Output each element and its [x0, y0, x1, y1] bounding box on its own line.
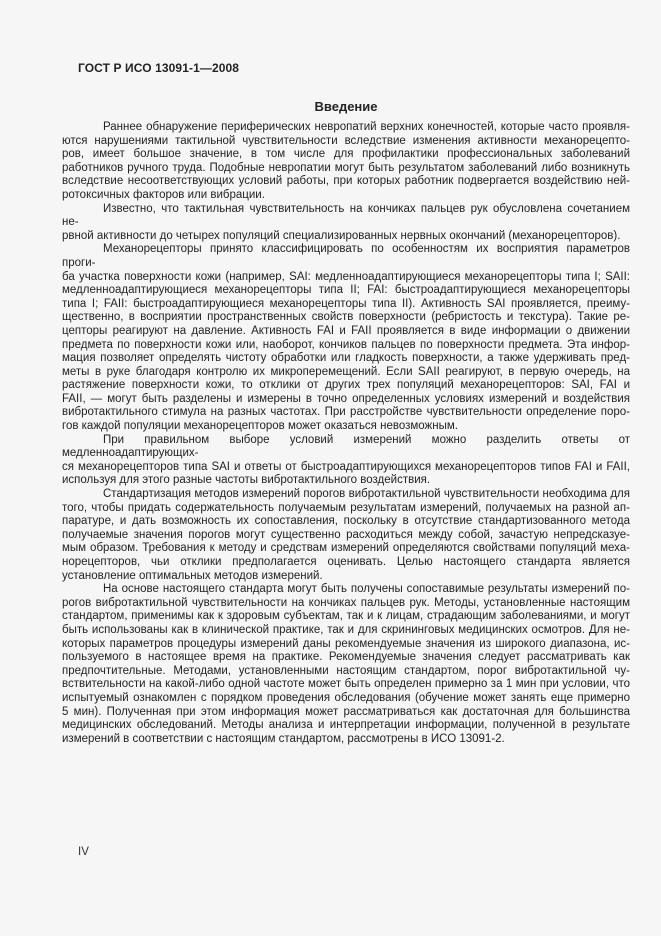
paragraph	[62, 243, 630, 433]
text-line: 5 мин). Полученная при этом информация может рассматриваться как достаточная для большинства	[62, 705, 630, 718]
text-line: Механорецепторы принято классифицировать по особенностям их восприятия параметров проги-	[62, 243, 630, 269]
text-line: того, чтобы придать содержательность получаемым результатам измерений, получаемых на разной ап-	[62, 501, 630, 514]
text-line: Стандартизация методов измерений порогов вибротактильной чувствительности необходима для	[103, 488, 630, 501]
page-footer	[78, 846, 89, 858]
text-line: На основе настоящего стандарта могут быть получены сопоставимые результаты измерений по-	[103, 583, 630, 596]
section-title: Введение	[314, 99, 378, 114]
text-line: установление оптимальных методов измерений.	[62, 569, 323, 582]
text-line: ров, имеет большое значение, в том числе для профилактики профессиональных заболеваний	[62, 148, 630, 161]
text-line: мым образом. Требования к методу и средствам измерений определяются свойствами популяций меха-	[62, 542, 630, 555]
text-line: которых параметров процедуры измерений даны рекомендуемые значения из широкого диапазона, ис-	[62, 637, 630, 650]
text-line: быть использованы как в клинической практике, так и для скрининговых медицинских осмотров. Для не-	[62, 623, 630, 636]
paragraph	[62, 488, 630, 583]
text-line: типа I; FAII: быстроадаптирующиеся механорецепторы типа II). Активность SAI проявляется, преиму-	[62, 297, 630, 310]
text-line: измерений в соответствии с настоящим стандартом, рассмотрены в ИСО 13091-2.	[62, 732, 505, 745]
paragraph	[62, 583, 630, 746]
text-line: пользуемого в настоящее время на практике. Рекомендуемые значения следует рассматривать как	[62, 651, 630, 664]
text-line: предпочтительные. Методами, установленными настоящим стандартом, порог вибротактильной чу-	[62, 664, 630, 677]
text-line: Раннее обнаружение периферических невропатий верхних конечностей, которые часто проявля-	[103, 121, 630, 133]
paragraph	[62, 121, 630, 203]
text-line: FAII, — могут быть разделены и измерены в точно определенных условиях измерений и воздействия	[62, 392, 630, 405]
text-line: щественно, в восприятии пространственных свойств поверхности (ребристость и текстура). Такие ре-	[62, 311, 630, 324]
text-line: получаемые значения порогов могут существенно расходиться между собой, зачастую непредсказуе-	[62, 528, 630, 541]
text-line: используя для этого разные частоты вибротактильного воздействия.	[62, 474, 431, 487]
text-line: паратуре, и дать возможность их сопоставления, поскольку в отсутствие стандартизованного метода	[62, 515, 630, 528]
text-line: норецепторов, чьи отклики предполагается оценивать. Целью настоящего стандарта является	[62, 556, 630, 568]
text-line: медленноадаптирующиеся механорецепторы типа II; FAI: быстроадаптирующиеся механорецепторы	[62, 284, 630, 297]
text-line: вследствие несоответствующих условий работы, при которых работник подвергается воздействию ней-	[62, 175, 630, 188]
text-line: работников ручного труда. Подобные невропатии могут быть результатом заболеваний либо возникнуть	[62, 161, 630, 174]
text-line: предмета по поверхности кожи или, наоборот, кончиков пальцев по поверхности предмета. Эта инфор-	[62, 338, 630, 351]
text-line: рогов вибротактильной чувствительности на кончиках пальцев рук. Методы, установленные настоящим	[62, 596, 630, 609]
text-line: ся механорецепторов типа SAI и ответы от быстроадаптирующихся механорецепторов типов FAI и FAII,	[62, 460, 630, 473]
page-header	[78, 61, 239, 75]
text-line: вибротактильного стимула на разных частотах. При расстройстве чувствительности определение поро-	[62, 406, 630, 419]
text-line: стандартом, применимы как к здоровым субъектам, так и к лицам, страдающим заболеваниями, и могут	[62, 610, 630, 623]
text-line: рвной активности до четырех популяций специализированных нервных окончаний (механорецепторов).	[62, 229, 621, 242]
text-line: Известно, что тактильная чувствительность на кончиках пальцев рук обусловлена сочетанием не-	[62, 202, 630, 229]
paragraph	[62, 434, 630, 488]
standard-number: ГОСТ Р ИСО 13091-1—2008	[78, 61, 240, 75]
document-body	[62, 121, 630, 746]
text-line: медицинских обследований. Методы анализа и интерпретации информации, полученной в результате	[62, 719, 630, 732]
text-line: При правильном выборе условий измерений можно разделить ответы от медленноадаптирующих-	[62, 433, 630, 460]
text-line: растяжение поверхности кожи, то отклики от других трех популяций механорецепторов: SAI, FAI и	[62, 379, 630, 392]
text-line: цепторы реагируют на давление. Активность FAI и FAII проявляется в виде информации о движении	[62, 324, 630, 337]
text-line: ются нарушениями тактильной чувствительности вследствие изменения активности механорецепто-	[62, 134, 630, 147]
text-line: вствительности на какой-либо одной частоте может быть определен примерно за 1 мин при условии, что	[62, 678, 630, 691]
paragraph	[62, 203, 630, 244]
text-line: ротоксичных факторов или вибрации.	[62, 188, 265, 201]
text-line: испытуемый ознакомлен с порядком проведения обследования (обучение может занять еще примерно	[62, 691, 630, 704]
text-line: гов каждой популяции механорецепторов может оказаться невозможным.	[62, 420, 458, 433]
text-line: мация позволяет определять чистоту обработки или гладкость поверхности, а также удерживать пред-	[62, 352, 630, 365]
text-line: меты в руке благодаря контролю их микроперемещений. Если SAII реагируют, в первую очередь, на	[62, 365, 630, 378]
page-number: IV	[78, 846, 89, 858]
text-line: ба участка поверхности кожи (например, SAI: медленноадаптирующиеся механорецепторы типа I; SAII:	[62, 270, 630, 283]
